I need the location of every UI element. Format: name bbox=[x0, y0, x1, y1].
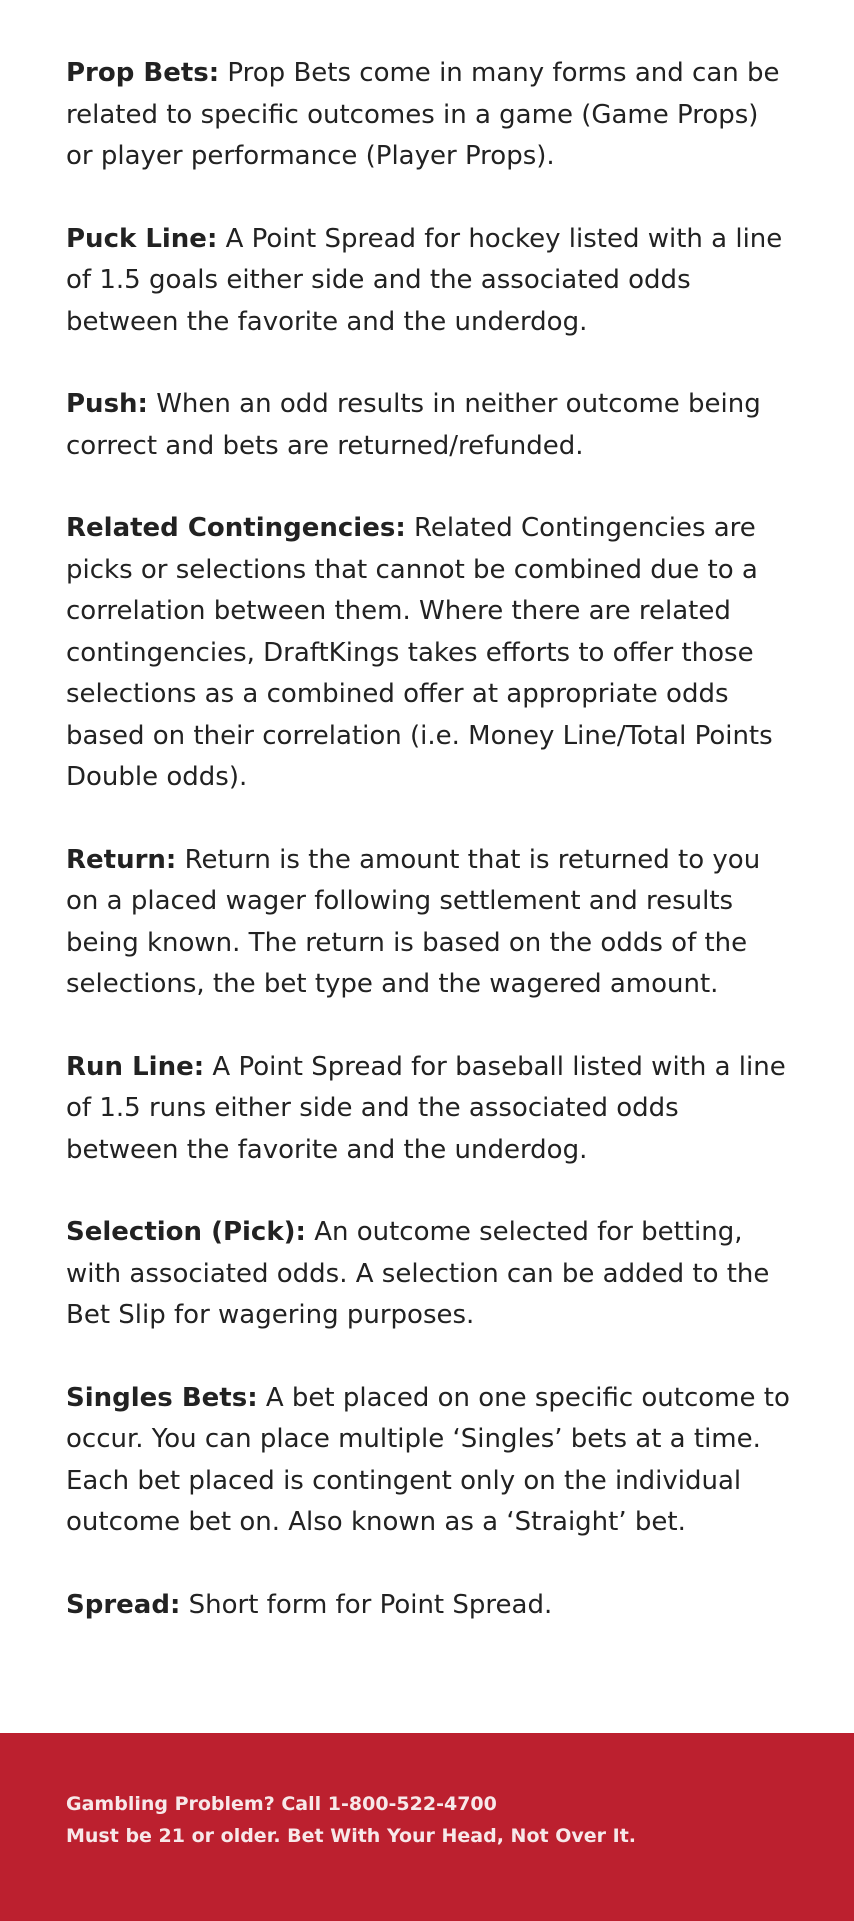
glossary-definition: Related Contingencies are picks or selections that cannot be combined due to a correlation between them. Where there are related contingencies, DraftKings takes efforts to offer those selections as a combined offer at appropriate odds based on their correlation (i.e. Money Line/Total Points Double odds). bbox=[66, 513, 773, 792]
glossary-entry-related-contingencies bbox=[66, 508, 791, 799]
glossary-term: Prop Bets: bbox=[66, 58, 220, 88]
glossary-definition: Prop Bets come in many forms and can be related to specific outcomes in a game (Game Props) or player performance (Player Props). bbox=[66, 58, 780, 171]
glossary-definition: A Point Spread for hockey listed with a line of 1.5 goals either side and the associated odds between the favorite and the underdog. bbox=[66, 223, 783, 337]
responsible-gambling-footer bbox=[0, 1733, 854, 1921]
glossary-definition: When an odd results in neither outcome being correct and bets are returned/refunded. bbox=[66, 389, 761, 461]
glossary-term: Push: bbox=[66, 389, 148, 419]
glossary-term: Related Contingencies: bbox=[66, 513, 406, 543]
gambling-helpline-text: Gambling Problem? Call 1-800-522-4700 bbox=[66, 1793, 497, 1815]
glossary-term: Selection (Pick): bbox=[66, 1217, 306, 1247]
age-disclaimer-text: Must be 21 or older. Bet With Your Head, Not Over It. bbox=[66, 1825, 636, 1847]
glossary-definition: An outcome selected for betting, with associated odds. A selection can be added to the Bet Slip for wagering purposes. bbox=[66, 1217, 770, 1330]
glossary-definition: A Point Spread for baseball listed with a line of 1.5 runs either side and the associated odds between the favorite and the underdog. bbox=[66, 1051, 786, 1165]
glossary-entry-spread bbox=[66, 1585, 791, 1627]
glossary-entry-prop-bets bbox=[66, 53, 791, 178]
glossary-definition: A bet placed on one specific outcome to occur. You can place multiple ‘Singles’ bets at a time. Each bet placed is contingent only on the individual outcome bet on. Also known as a ‘Straight’ bet. bbox=[66, 1382, 790, 1537]
glossary-list bbox=[66, 53, 791, 1667]
glossary-entry-selection bbox=[66, 1212, 791, 1337]
footer-text bbox=[66, 1788, 636, 1852]
glossary-term: Singles Bets: bbox=[66, 1382, 258, 1413]
glossary-entry-push bbox=[66, 384, 791, 467]
glossary-entry-return bbox=[66, 840, 791, 1006]
glossary-term: Return: bbox=[66, 844, 177, 875]
glossary-term: Puck Line: bbox=[66, 223, 218, 254]
glossary-definition: Short form for Point Spread. bbox=[188, 1589, 553, 1620]
glossary-entry-run-line bbox=[66, 1047, 791, 1172]
glossary-entry-singles-bets bbox=[66, 1378, 791, 1544]
glossary-definition: Return is the amount that is returned to you on a placed wager following settlement and results being known. The return is based on the odds of the selections, the bet type and the wagered amount. bbox=[66, 844, 761, 999]
glossary-term: Run Line: bbox=[66, 1051, 205, 1082]
glossary-entry-puck-line bbox=[66, 219, 791, 344]
glossary-term: Spread: bbox=[66, 1589, 181, 1620]
